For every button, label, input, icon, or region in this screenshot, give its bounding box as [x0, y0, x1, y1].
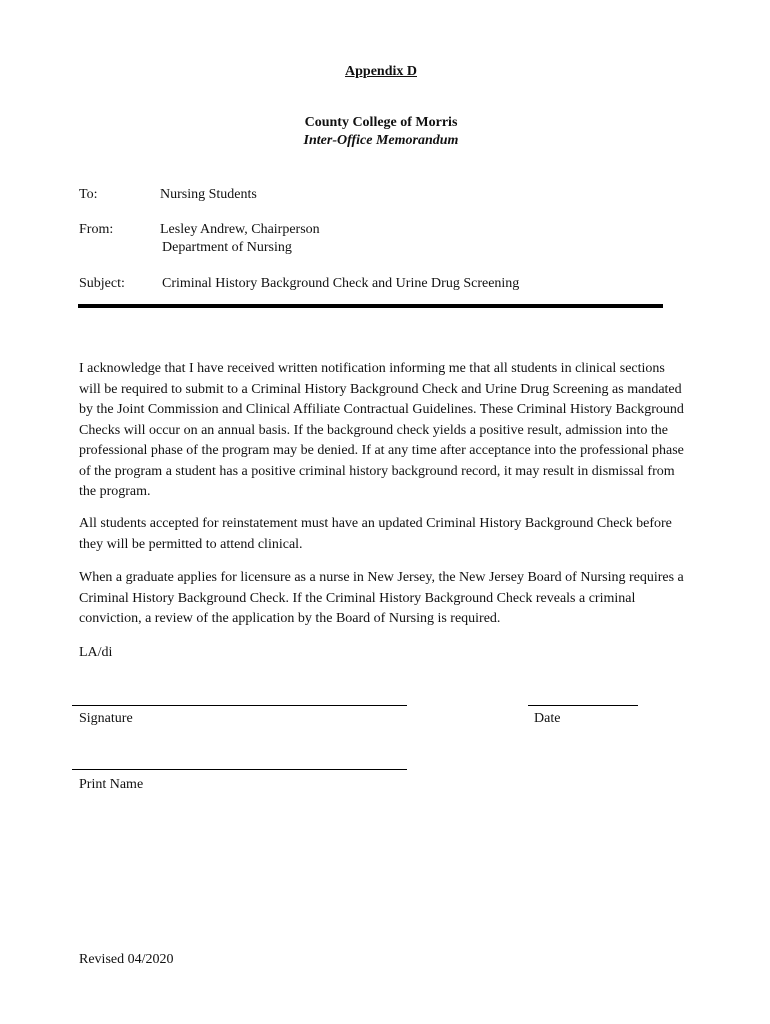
date-line[interactable]	[528, 705, 638, 706]
body-paragraph-2: All students accepted for reinstatement must have an updated Criminal History Background Check before they will be permitted to attend clinical.	[79, 516, 672, 552]
body-paragraph-3: When a graduate applies for licensure as a nurse in New Jersey, the New Jersey Board of Nursing requires a Criminal History Background Check. If the Criminal History Background Check reveals a criminal conviction, a review of the application by the Board of Nursing is required.	[79, 570, 684, 626]
to-value: Nursing Students	[160, 187, 257, 202]
signature-line[interactable]	[72, 705, 407, 706]
from-label: From:	[79, 222, 114, 237]
body-paragraph-1: I acknowledge that I have received written notification informing me that all students in clinical sections will be required to submit to a Criminal History Background Check and Urine Drug Screening as mandated by the Joint Commission and Clinical Affiliate Contractual Guidelines. These Criminal History Background Checks will occur on an annual basis. If the background check yields a positive result, admission into the professional phase of the program may be denied. If at any time after acceptance into the professional phase of the program a student has a positive criminal history background record, it may result in dismissal from the program.	[79, 361, 684, 499]
from-department: Department of Nursing	[162, 240, 292, 255]
appendix-title: Appendix D	[345, 64, 417, 79]
header-divider	[78, 304, 663, 308]
from-name: Lesley Andrew, Chairperson	[160, 222, 320, 237]
college-name: County College of Morris	[304, 115, 458, 130]
subject-label: Subject:	[79, 276, 125, 291]
initials: LA/di	[79, 645, 113, 660]
print-name-line[interactable]	[72, 769, 407, 770]
print-name-label: Print Name	[79, 777, 144, 792]
subject-value: Criminal History Background Check and Urine Drug Screening	[162, 276, 520, 291]
revised-date: Revised 04/2020	[79, 952, 174, 967]
memo-type: Inter-Office Memorandum	[303, 133, 459, 148]
to-label: To:	[79, 187, 98, 202]
signature-label: Signature	[79, 711, 133, 726]
date-label: Date	[534, 711, 561, 726]
